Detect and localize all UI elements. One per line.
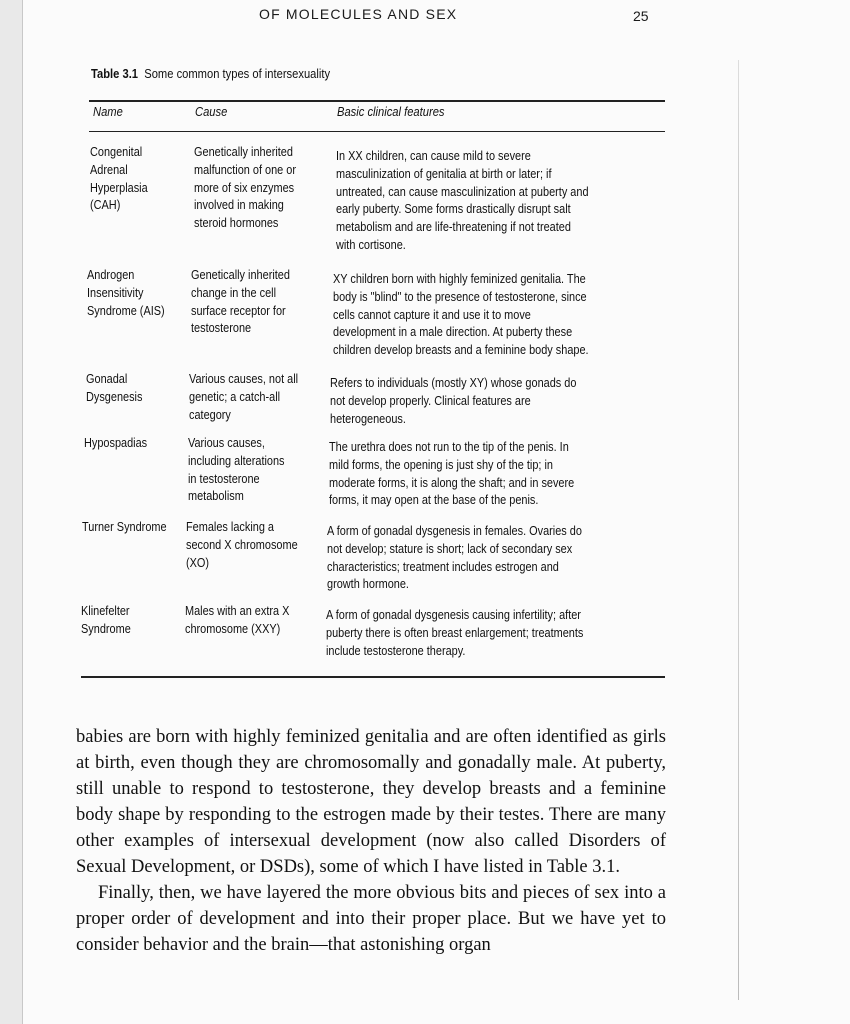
column-header-cause: Cause bbox=[195, 104, 228, 119]
table-cell-name: Hypospadias bbox=[84, 435, 148, 450]
table-cell-cause: Genetically inherited change in the cell surface receptor for testosterone bbox=[191, 267, 290, 336]
table-cell-features: Refers to individuals (mostly XY) whose gonads do not develop properly. Clinical features are heterogeneous. bbox=[330, 375, 577, 426]
table-caption bbox=[91, 66, 330, 81]
table-cell-name: Androgen Insensitivity Syndrome (AIS) bbox=[87, 267, 165, 318]
table-cell-name: Turner Syndrome bbox=[82, 519, 167, 534]
table-cell-cause: Males with an extra X chromosome (XXY) bbox=[185, 603, 290, 636]
running-head: OF MOLECULES AND SEX bbox=[259, 6, 458, 22]
column-header-features: Basic clinical features bbox=[337, 104, 445, 119]
table-caption-label: Table 3.1 bbox=[91, 66, 139, 81]
table-cell-features: XY children born with highly feminized genitalia. The body is "blind" to the presence of testosterone, since cells cannot capture it and use it to move development in a male direction. At puberty these children develop breasts and a feminine body shape. bbox=[333, 271, 589, 358]
table-cell-name: Gonadal Dysgenesis bbox=[86, 371, 143, 404]
table-bottom-rule bbox=[81, 676, 665, 678]
table-caption-text: Some common types of intersexuality bbox=[144, 66, 331, 81]
table-cell-name: Congenital Adrenal Hyperplasia (CAH) bbox=[90, 144, 148, 213]
table-top-rule bbox=[89, 100, 665, 102]
table-header-rule bbox=[89, 131, 665, 132]
table-cell-features: A form of gonadal dysgenesis causing infertility; after puberty there is often breast enlargement; treatments include testosterone therapy. bbox=[326, 607, 584, 658]
body-paragraph: Finally, then, we have layered the more obvious bits and pieces of sex into a proper order of development and into their proper place. But we have yet to consider behavior and the brain—that astonishing organ bbox=[76, 883, 666, 955]
table-cell-cause: Various causes, not all genetic; a catch-all category bbox=[189, 371, 299, 422]
page-number: 25 bbox=[633, 8, 649, 24]
body-paragraph: babies are born with highly feminized genitalia and are often identified as girls at birth, even though they are chromosomally and gonadally male. At puberty, still unable to respond to testosterone, they develop breasts and a feminine body shape by responding to the estrogen made by their testes. There are many other examples of intersexual development (now also called Disorders of Sexual Development, or DSDs), some of which I have listed in Table 3.1. bbox=[76, 727, 666, 877]
table-cell-features: The urethra does not run to the tip of the penis. In mild forms, the opening is just shy of the tip; in moderate forms, it is along the shaft; and in severe forms, it may open at the base of the penis. bbox=[329, 439, 575, 508]
table-cell-features: In XX children, can cause mild to severe masculinization of genitalia at birth or later; if untreated, can cause masculinization at puberty and early puberty. Some forms drastically disrupt salt metabolism and are life-threatening if not treated with cortisone. bbox=[336, 148, 589, 252]
column-header-name: Name bbox=[93, 104, 123, 119]
page-header bbox=[23, 4, 850, 26]
table-cell-cause: Genetically inherited malfunction of one or more of six enzymes involved in making steroid hormones bbox=[194, 144, 296, 231]
table-cell-name: Klinefelter Syndrome bbox=[81, 603, 131, 636]
table-cell-features: A form of gonadal dysgenesis in females. Ovaries do not develop; stature is short; lack of secondary sex characteristics; treatment includes estrogen and growth hormone. bbox=[327, 523, 582, 592]
body-text bbox=[76, 724, 666, 958]
table-cell-cause: Females lacking a second X chromosome (XO) bbox=[186, 519, 298, 570]
table-cell-cause: Various causes, including alterations in testosterone metabolism bbox=[188, 435, 285, 504]
facing-page-edge bbox=[738, 60, 739, 1000]
book-page bbox=[22, 0, 850, 1024]
